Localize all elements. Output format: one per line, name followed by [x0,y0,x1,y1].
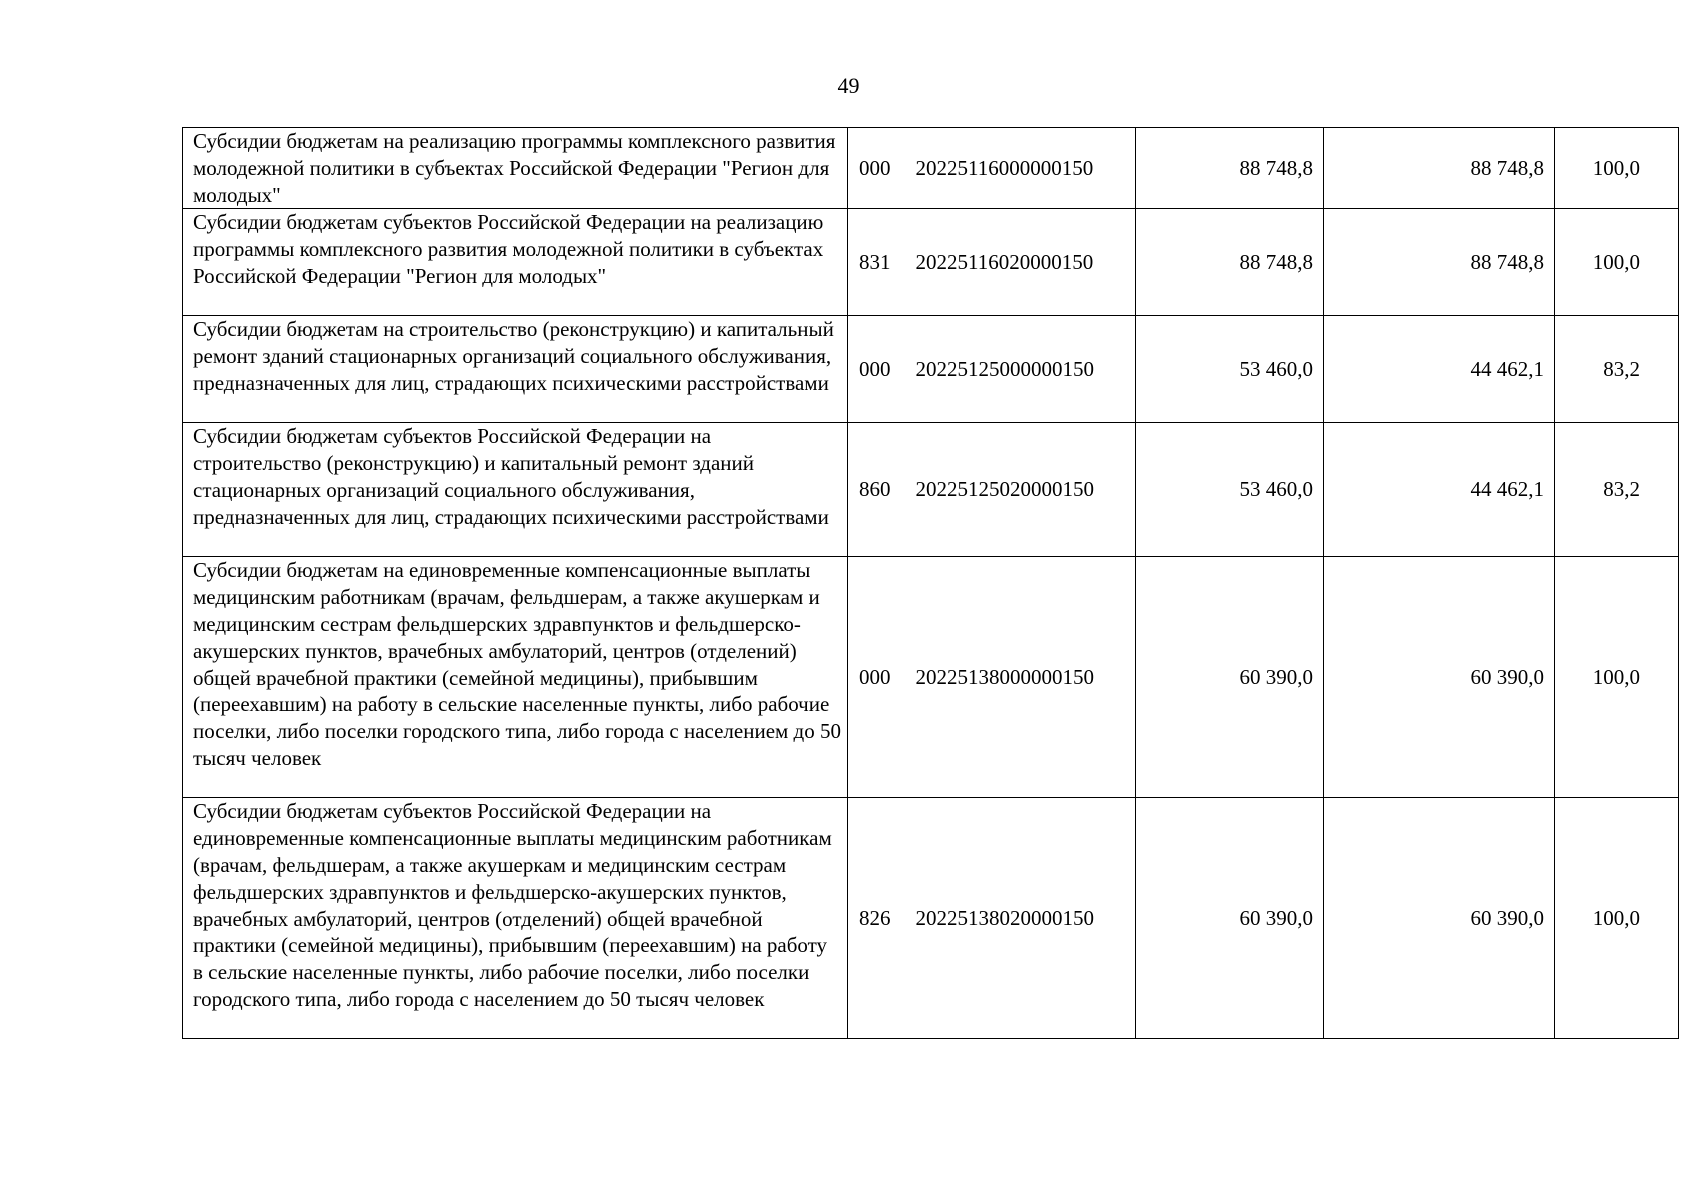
row-name-cell [183,316,848,423]
page-number: 49 [837,73,860,98]
executed-amount-cell: 88 748,8 [1324,209,1555,316]
admin-code-cell: 000 [848,128,908,209]
budget-code-cell: 20225138000000150 [908,557,1136,798]
percent-cell: 100,0 [1555,209,1679,316]
table-row [183,316,1679,423]
percent-cell: 100,0 [1555,557,1679,798]
table-row [183,128,1679,209]
row-name: Субсидии бюджетам субъектов Российской Федерации на реализацию программы комплексного развития молодежной политики в субъектах Российской Федерации "Регион для молодых" [193,210,824,288]
planned-amount-cell: 88 748,8 [1136,128,1324,209]
percent-cell: 83,2 [1555,316,1679,423]
budget-code-cell: 20225125020000150 [908,423,1136,557]
admin-code-cell: 860 [848,423,908,557]
row-name: Субсидии бюджетам на реализацию программы комплексного развития молодежной политики в субъектах Российской Федерации "Регион для молодых" [193,129,836,207]
row-name: Субсидии бюджетам на строительство (реконструкцию) и капитальный ремонт зданий стационарных организаций социального обслуживания, предназначенных для лиц, страдающих психическими расстройствами [193,317,834,395]
table-row [183,557,1679,798]
budget-code-cell: 20225125000000150 [908,316,1136,423]
admin-code-cell: 000 [848,557,908,798]
row-name-cell [183,798,848,1039]
row-name: Субсидии бюджетам на единовременные компенсационные выплаты медицинским работникам (врачам, фельдшерам, а также акушеркам и медицинским сестрам фельдшерских здравпунктов и фельдшерско-акушерских пунктов, врачебных амбулаторий, центров (отделений) общей врачебной практики (семейной медицины), прибывшим (переехавшим) на работу в сельские населенные пункты, либо рабочие поселки, либо поселки городского типа, либо города с населением до 50 тысяч человек [193,558,841,770]
table-row [183,798,1679,1039]
percent-cell: 100,0 [1555,798,1679,1039]
executed-amount-cell: 44 462,1 [1324,316,1555,423]
planned-amount-cell: 60 390,0 [1136,798,1324,1039]
row-name-cell [183,557,848,798]
planned-amount-cell: 88 748,8 [1136,209,1324,316]
executed-amount-cell: 60 390,0 [1324,798,1555,1039]
budget-code-cell: 20225116020000150 [908,209,1136,316]
admin-code-cell: 831 [848,209,908,316]
budget-code-cell: 20225138020000150 [908,798,1136,1039]
budget-table [182,127,1679,1039]
executed-amount-cell: 44 462,1 [1324,423,1555,557]
percent-cell: 100,0 [1555,128,1679,209]
row-name-cell [183,128,848,209]
table-row [183,209,1679,316]
planned-amount-cell: 53 460,0 [1136,316,1324,423]
row-name: Субсидии бюджетам субъектов Российской Федерации на единовременные компенсационные выплаты медицинским работникам (врачам, фельдшерам, а также акушеркам и медицинским сестрам фельдшерских здравпунктов и фельдшерско-акушерских пунктов, врачебных амбулаторий, центров (отделений) общей врачебной практики (семейной медицины), прибывшим (переехавшим) на работу в сельские населенные пункты, либо рабочие поселки, либо поселки городского типа, либо города с населением до 50 тысяч человек [193,799,832,1011]
planned-amount-cell: 60 390,0 [1136,557,1324,798]
budget-code-cell: 20225116000000150 [908,128,1136,209]
executed-amount-cell: 88 748,8 [1324,128,1555,209]
percent-cell: 83,2 [1555,423,1679,557]
admin-code-cell: 826 [848,798,908,1039]
row-name-cell [183,423,848,557]
admin-code-cell: 000 [848,316,908,423]
row-name: Субсидии бюджетам субъектов Российской Федерации на строительство (реконструкцию) и капитальный ремонт зданий стационарных организаций социального обслуживания, предназначенных для лиц, страдающих психическими расстройствами [193,424,829,529]
row-name-cell [183,209,848,316]
table-row [183,423,1679,557]
planned-amount-cell: 53 460,0 [1136,423,1324,557]
executed-amount-cell: 60 390,0 [1324,557,1555,798]
